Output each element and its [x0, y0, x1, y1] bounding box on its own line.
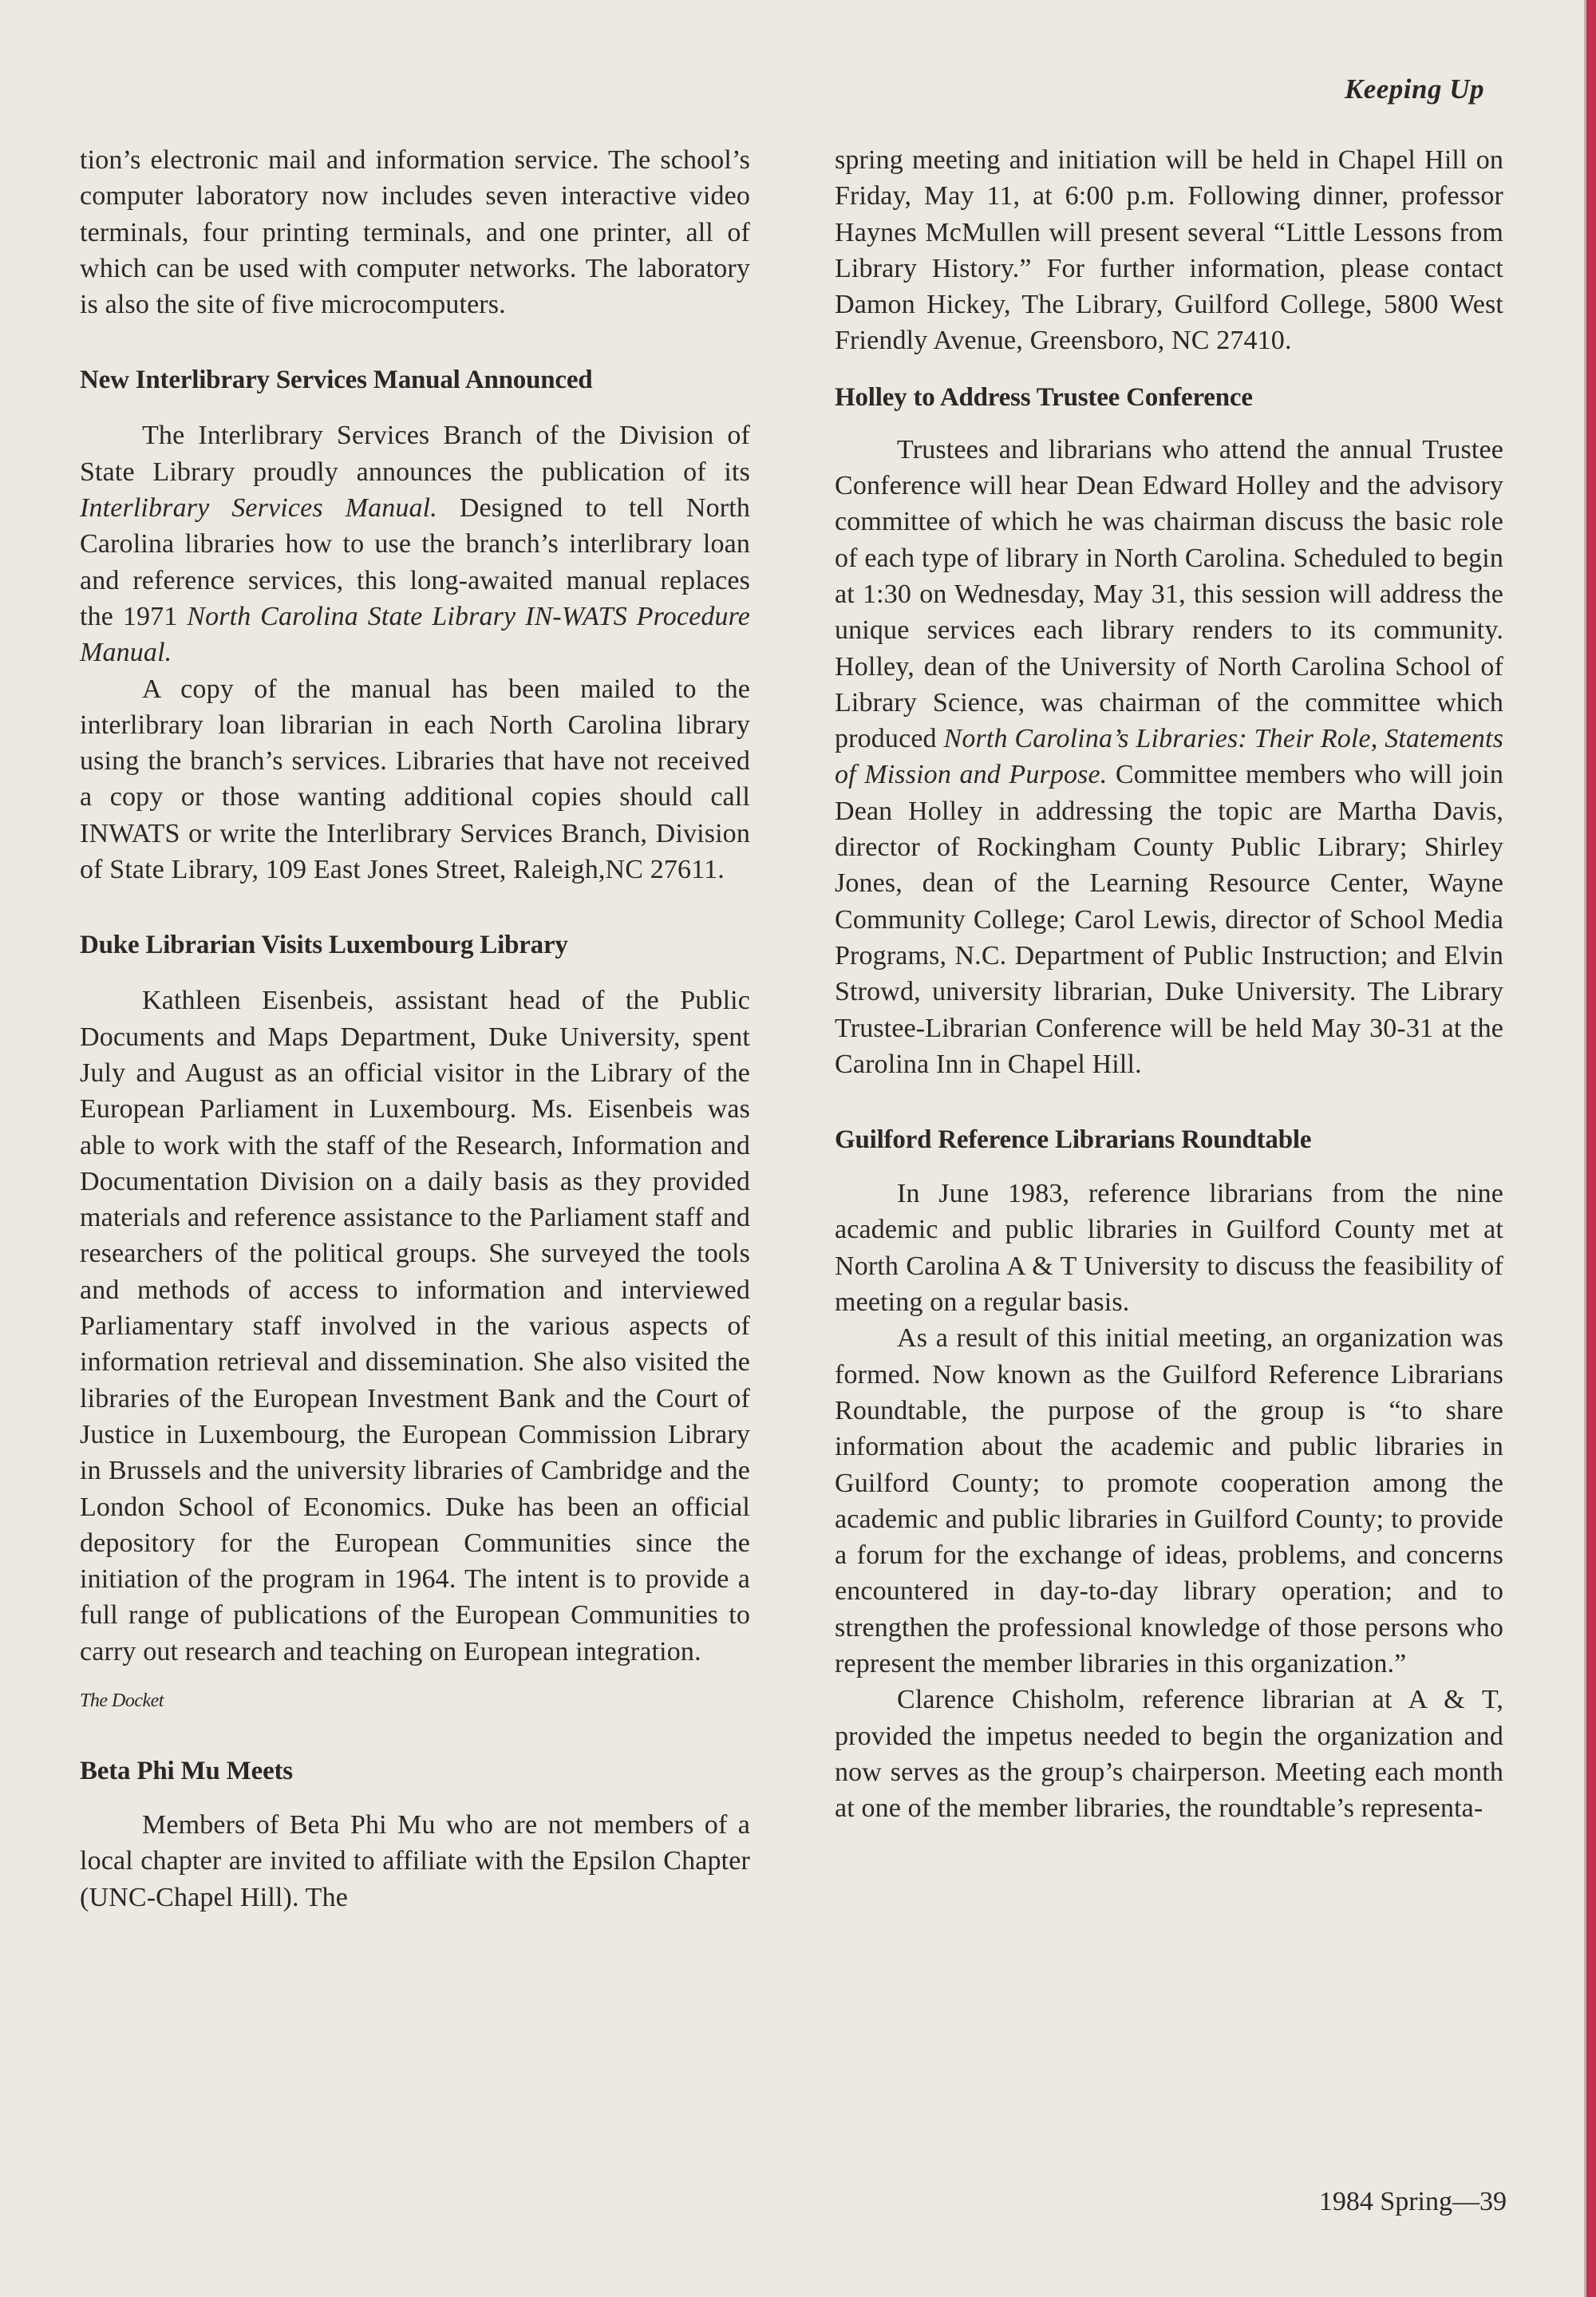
article-paragraph: Kathleen Eisenbeis, assistant head of the Public Documents and Maps Department, Duke University, spent July and August as an official visitor in the Library of the European Parliament in Luxembourg. Ms. Eisenbeis was able to work with the staff of the Research, Information and Documentation Division on a daily basis as they provided materials and reference assistance to the Parliament staff and researchers of the political groups. She surveyed the tools and methods of access to information and interviewed Parliamentary staff involved in the various aspects of information retrieval and dissemination. She also visited the libraries of the European Investment Bank and the Court of Justice in Luxembourg, the European Commission Library in Brussels and the university libraries of Cambridge and the London School of Economics. Duke has been an official depository for the European Communities since the initiation of the program in 1964. The intent is to provide a full range of publications of the European Communities to carry out research and teaching on European integration. [80, 986, 750, 1666]
left-column [80, 142, 750, 1915]
running-head: Keeping Up [1344, 73, 1484, 105]
article-paragraph: Members of Beta Phi Mu who are not members of a local chapter are invited to affiliate with the Epsilon Chapter (UNC-Chapel Hill). The [80, 1809, 750, 1912]
article-headline: Guilford Reference Librarians Roundtable [835, 1125, 1312, 1155]
article-paragraph: In June 1983, reference librarians from the nine academic and public libraries in Guilford County met at North Carolina A & T University to discuss the feasibility of meeting on a regular basis. [835, 1179, 1503, 1318]
article-headline: Holley to Address Trustee Conference [835, 382, 1253, 412]
article-paragraph: A copy of the manual has been mailed to the interlibrary loan librarian in each North Carolina library using the branch’s services. Libraries that have not received a copy or those wanting additional copies should call INWATS or write the Interlibrary Services Branch, Division of State Library, 109 East Jones Street, Raleigh,NC 27611. [80, 674, 750, 885]
page-edge-stripe [1586, 0, 1596, 2297]
page-folio: 1984 Spring—39 [1318, 2187, 1507, 2216]
right-column [835, 142, 1503, 1826]
source-credit: The Docket [80, 1690, 164, 1711]
publication-title: Interlibrary Services Manual. [80, 493, 437, 524]
article-headline: New Interlibrary Services Manual Announced [80, 366, 593, 395]
publication-title: North Carolina’s Libraries: Their Role, Statements of Mission and Purpose. [835, 724, 1503, 790]
article-paragraph: The Interlibrary Services Branch of the Division of State Library proudly announces the publication of its Interlibrary Services Manual. Designed to tell North Carolina libraries how to use the branch’s interlibrary loan and reference services, this long-awaited manual replaces the 1971 North Carolina State Library IN-WATS Procedure Manual. [80, 421, 750, 668]
publication-title: North Carolina State Library IN-WATS Procedure Manual. [80, 601, 750, 668]
article-paragraph: Trustees and librarians who attend the annual Trustee Conference will hear Dean Edward Holley and the advisory committee of which he was chairman discuss the basic role of each type of library in North Carolina. Scheduled to begin at 1:30 on Wednesday, May 31, this session will address the unique services each library renders to its community. Holley, dean of the University of North Carolina School of Library Science, was chairman of the committee which produced North Carolina’s Libraries: Their Role, Statements of Mission and Purpose. Committee members who will join Dean Holley in addressing the topic are Martha Davis, director of Rockingham County Public Library; Shirley Jones, dean of the Learning Resource Center, Wayne Community College; Carol Lewis, director of School Media Programs, N.C. Department of Public Instruction; and Elvin Strowd, university librarian, Duke University. The Library Trustee-Librarian Conference will be held May 30-31 at the Carolina Inn in Chapel Hill. [835, 434, 1503, 1079]
article-paragraph: Clarence Chisholm, reference librarian at A & T, provided the impetus needed to begin the organization and now serves as the group’s chairperson. Meeting each month at one of the member libraries, the roundtable’s representa- [835, 1685, 1503, 1824]
article-headline: Beta Phi Mu Meets [80, 1756, 293, 1785]
article-headline: Duke Librarian Visits Luxembourg Library [80, 931, 568, 960]
article-paragraph: As a result of this initial meeting, an organization was formed. Now known as the Guilford Reference Librarians Roundtable, the purpose of the group is “to share information about the academic and public libraries in Guilford County; to promote cooperation among the academic and public libraries in Guilford County; to provide a forum for the exchange of ideas, problems, and concerns encountered in day-to-day library operation; and to strengthen the professional knowledge of those persons who represent the member libraries in this organization.” [835, 1323, 1503, 1678]
continued-paragraph: spring meeting and initiation will be held in Chapel Hill on Friday, May 11, at 6:00 p.m. Following dinner, professor Haynes McMullen will present several “Little Lessons from Library History.” For further information, please contact Damon Hickey, The Library, Guilford College, 5800 West Friendly Avenue, Greensboro, NC 27410. [835, 145, 1503, 356]
continued-paragraph: tion’s electronic mail and information service. The school’s computer laboratory now includes seven interactive video terminals, four printing terminals, and one printer, all of which can be used with computer networks. The laboratory is also the site of five microcomputers. [80, 145, 750, 320]
